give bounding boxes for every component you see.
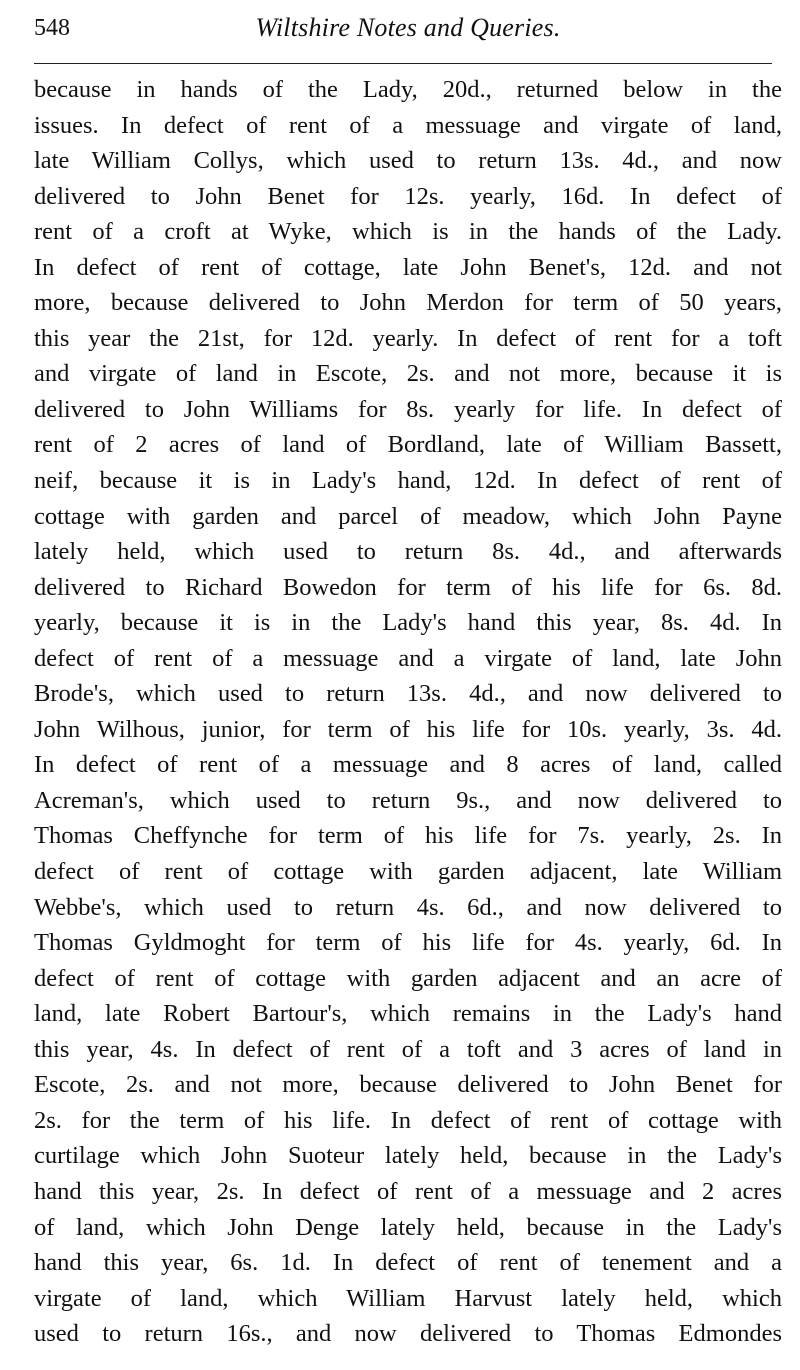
text-line: this year the 21st, for 12d. yearly. In defect of rent for a toft (34, 324, 782, 352)
text-line: delivered to Richard Bowedon for term of his life for 6s. 8d. (34, 573, 782, 601)
text-line: defect of rent of a messuage and a virgate of land, late John (34, 644, 782, 672)
text-line: rent of 2 acres of land of Bordland, late of William Bassett, (34, 431, 782, 459)
text-line: land, late Robert Bartour's, which remains in the Lady's hand (34, 1000, 782, 1028)
text-line: late William Collys, which used to return 13s. 4d., and now (34, 147, 782, 175)
header-rule (34, 63, 772, 64)
text-line: defect of rent of cottage with garden adjacent and an acre of (34, 964, 782, 992)
text-line: lately held, which used to return 8s. 4d., and afterwards (34, 538, 782, 566)
running-title: Wiltshire Notes and Queries. (255, 13, 561, 42)
text-line: delivered to John Williams for 8s. yearly for life. In defect of (34, 395, 782, 423)
text-line: In defect of rent of cottage, late John Benet's, 12d. and not (34, 253, 782, 281)
text-line: hand this year, 2s. In defect of rent of a messuage and 2 acres (34, 1177, 782, 1205)
text-line: John Wilhous, junior, for term of his life for 10s. yearly, 3s. 4d. (34, 715, 782, 743)
text-line: Thomas Gyldmoght for term of his life for 4s. yearly, 6d. In (34, 929, 782, 957)
text-line: In defect of rent of a messuage and 8 acres of land, called (34, 751, 782, 779)
text-line: Acreman's, which used to return 9s., and now delivered to (34, 786, 782, 814)
text-line: Escote, 2s. and not more, because delivered to John Benet for (34, 1071, 782, 1099)
text-line: of land, which John Denge lately held, because in the Lady's (34, 1213, 782, 1241)
text-line: issues. In defect of rent of a messuage and virgate of land, (34, 111, 782, 139)
text-line: delivered to John Benet for 12s. yearly, 16d. In defect of (34, 182, 782, 210)
text-line: defect of rent of cottage with garden adjacent, late William (34, 858, 782, 886)
body-paragraph (34, 72, 782, 1352)
text-line: Brode's, which used to return 13s. 4d., and now delivered to (34, 680, 782, 708)
text-line: because in hands of the Lady, 20d., returned below in the (34, 76, 782, 103)
text-line: Thomas Cheffynche for term of his life for 7s. yearly, 2s. In (34, 822, 782, 850)
text-line: rent of a croft at Wyke, which is in the hands of the Lady. (34, 218, 782, 246)
text-line: 2s. for the term of his life. In defect of rent of cottage with (34, 1106, 782, 1134)
text-line: Webbe's, which used to return 4s. 6d., and now delivered to (34, 893, 782, 921)
text-line: yearly, because it is in the Lady's hand this year, 8s. 4d. In (34, 609, 782, 637)
text-line: curtilage which John Suoteur lately held, because in the Lady's (34, 1142, 782, 1170)
text-line: hand this year, 6s. 1d. In defect of rent of tenement and a (34, 1249, 782, 1277)
text-line: used to return 16s., and now delivered to Thomas Edmondes (34, 1320, 782, 1348)
text-line: this year, 4s. In defect of rent of a toft and 3 acres of land in (34, 1035, 782, 1063)
page-header (34, 6, 782, 50)
text-line: cottage with garden and parcel of meadow, which John Payne (34, 502, 782, 530)
text-line: more, because delivered to John Merdon for term of 50 years, (34, 289, 782, 317)
page-number: 548 (34, 15, 70, 41)
text-line: and virgate of land in Escote, 2s. and not more, because it is (34, 360, 782, 388)
text-line: virgate of land, which William Harvust lately held, which (34, 1284, 782, 1312)
text-line: neif, because it is in Lady's hand, 12d. In defect of rent of (34, 467, 782, 495)
